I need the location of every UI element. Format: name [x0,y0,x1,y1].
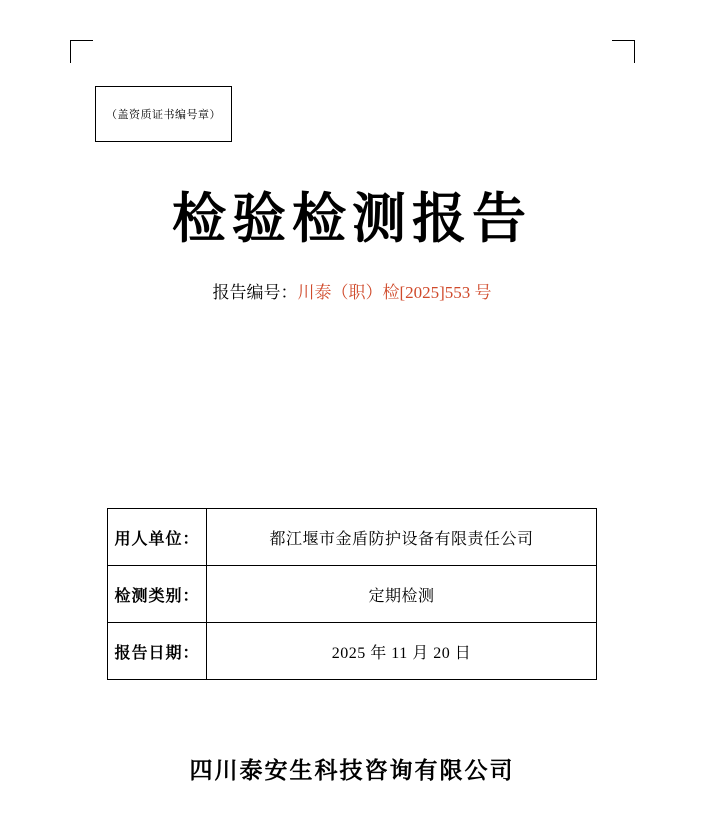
crop-mark-top-right [612,40,635,63]
table-row [108,509,597,566]
report-number-value: 川泰（职）检[2025]553 号 [297,283,492,302]
report-number-line [0,278,704,303]
row-value-report-date: 2025 年 11 月 20 日 [207,623,597,680]
row-value-test-category: 定期检测 [207,566,597,623]
page-title: 检验检测报告 [172,186,532,250]
row-value-employer: 都江堰市金盾防护设备有限责任公司 [207,509,597,566]
issuing-company-name: 四川泰安生科技咨询有限公司 [189,757,515,784]
table-row [108,623,597,680]
row-label-report-date: 报告日期： [108,623,207,680]
report-number-label: 报告编号： [212,283,298,302]
row-label-employer: 用人单位： [108,509,207,566]
crop-mark-top-left [70,40,93,63]
table-row [108,566,597,623]
qualification-seal-box [95,86,232,142]
report-info-table [107,508,597,680]
row-label-test-category: 检测类别： [108,566,207,623]
qualification-seal-label: （盖资质证书编号章） [106,109,221,121]
